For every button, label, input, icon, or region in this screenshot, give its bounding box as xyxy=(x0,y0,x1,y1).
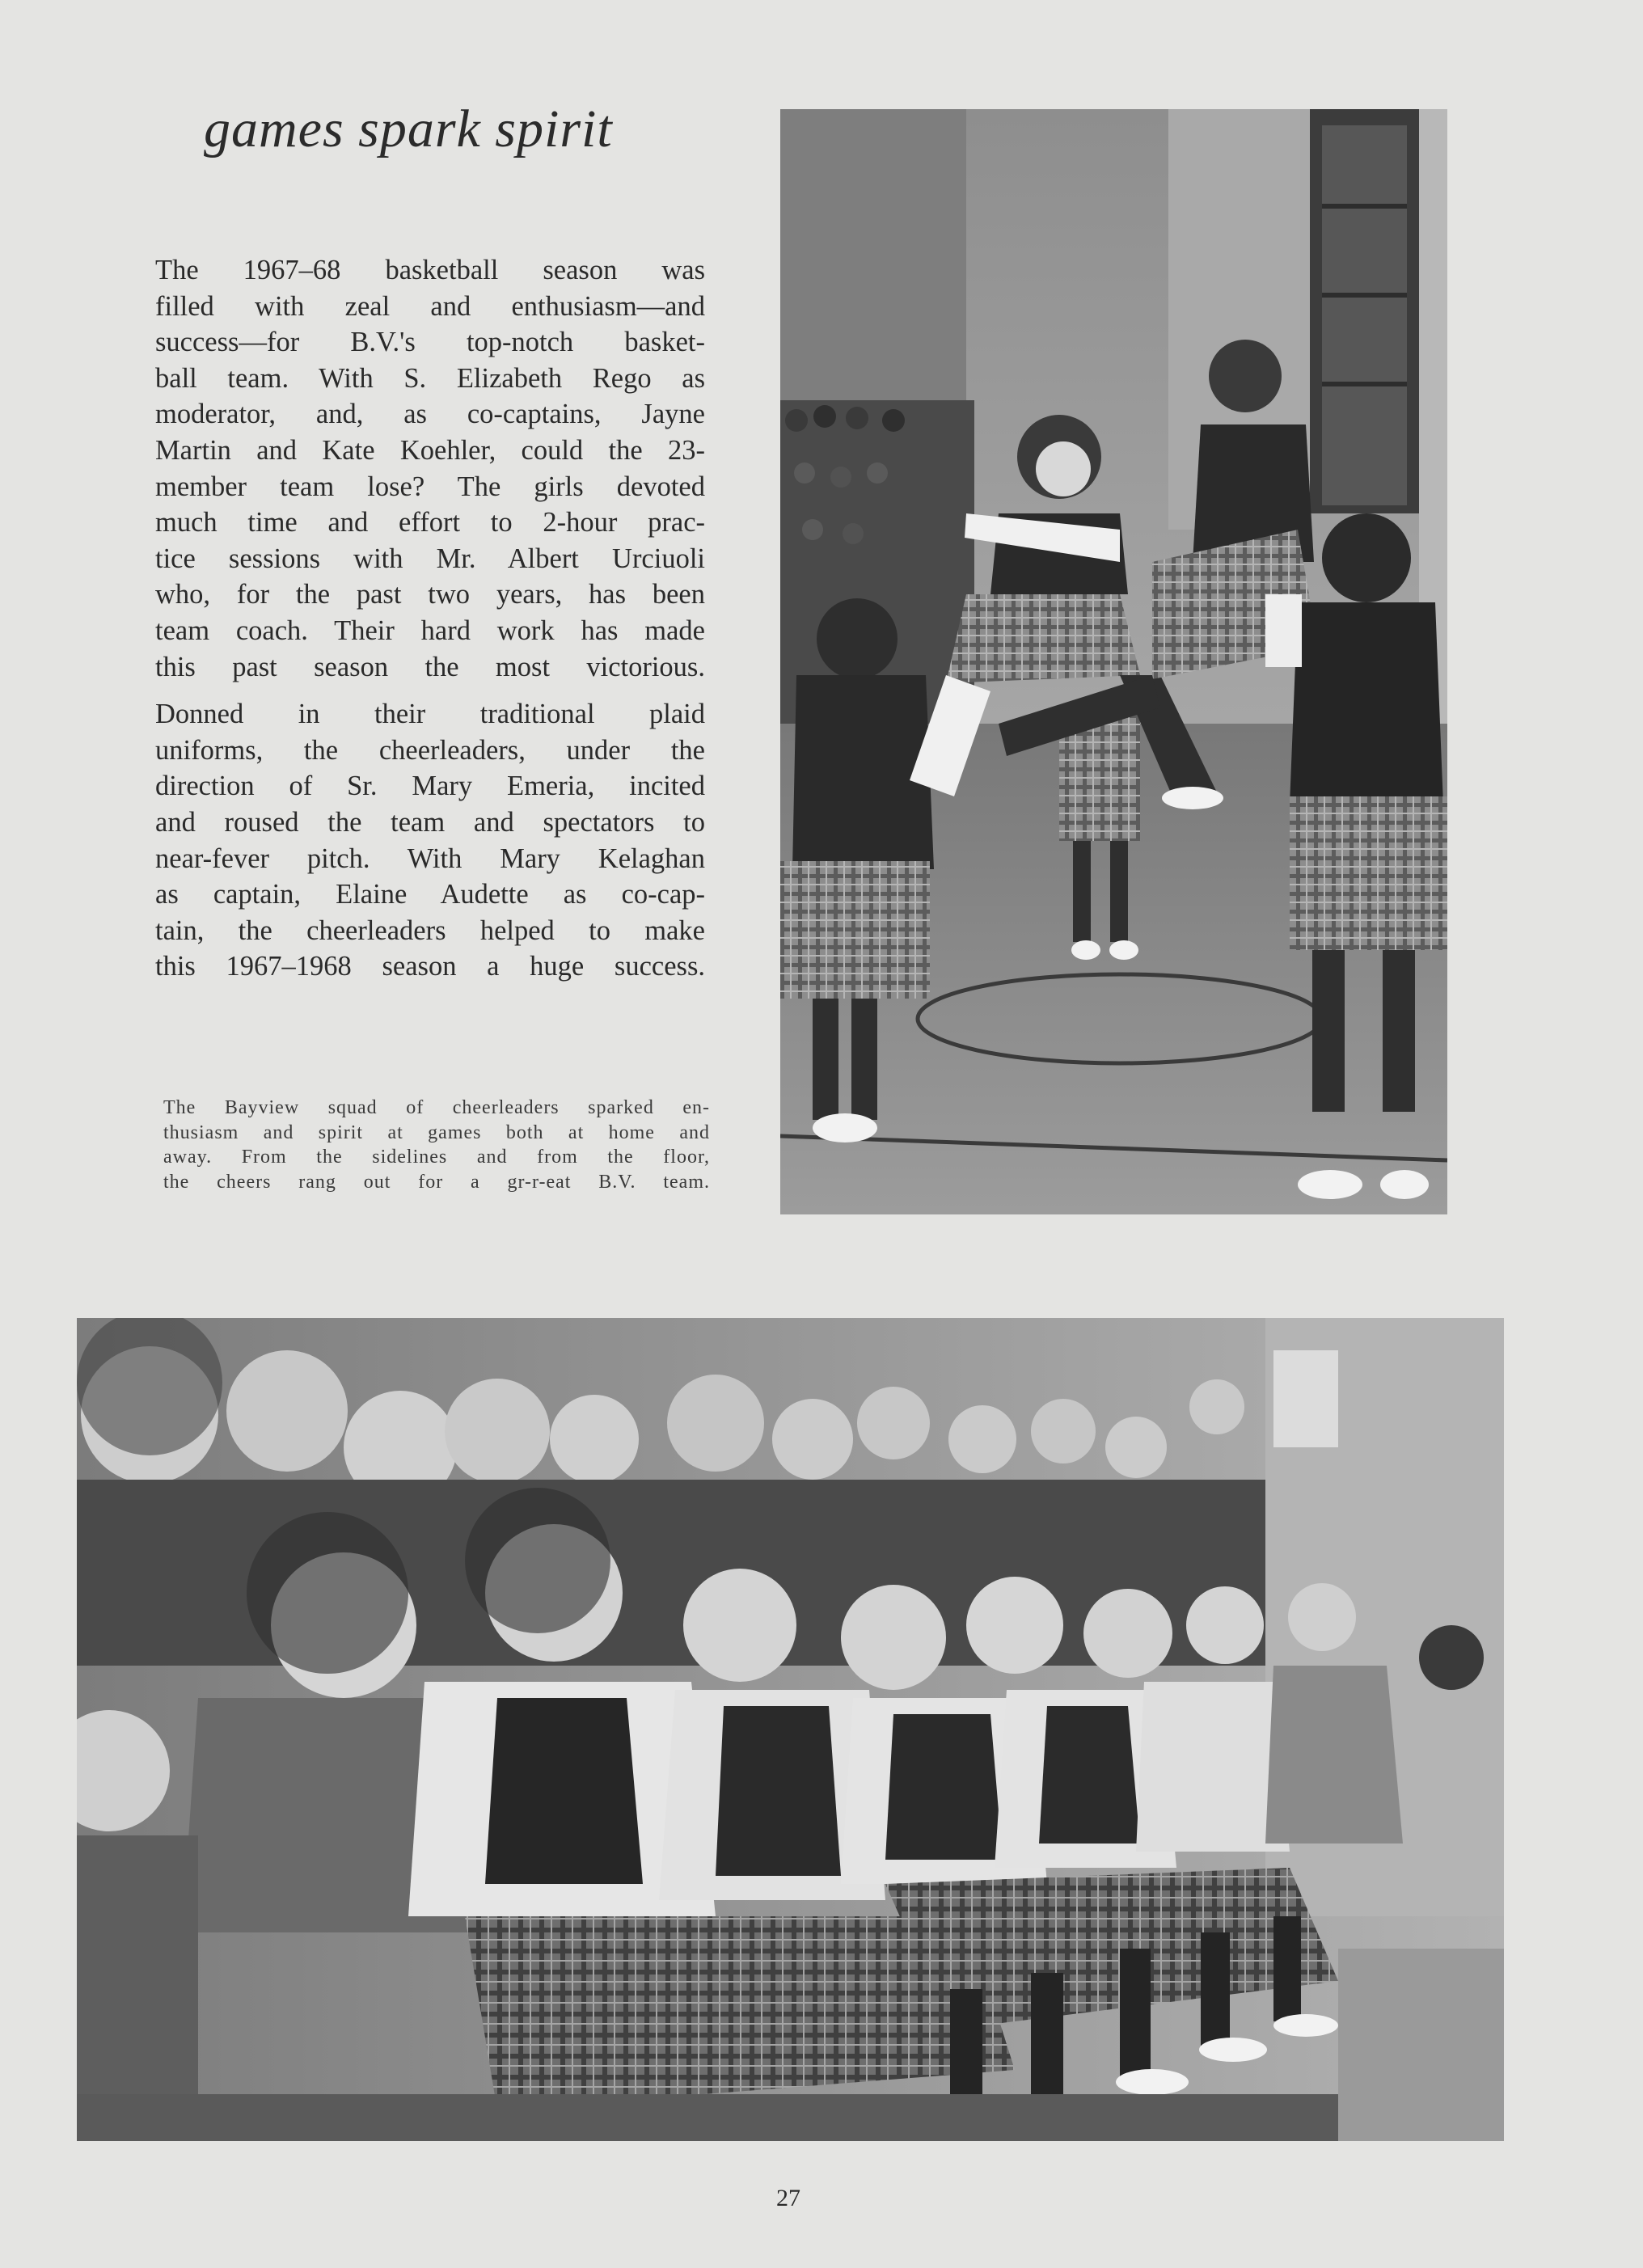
caption-line: The Bayview squad of cheerleaders sparked en- xyxy=(163,1097,710,1118)
text-line: Martin and Kate Koehler, could the 23- xyxy=(155,434,705,466)
spectators-photo xyxy=(77,1318,1504,2141)
article-paragraph-2 xyxy=(155,696,705,985)
text-line: much time and effort to 2-hour prac- xyxy=(155,507,705,538)
text-line: who, for the past two years, has been xyxy=(155,579,705,610)
text-line: The 1967–68 basketball season was xyxy=(155,255,705,285)
page-number: 27 xyxy=(776,2185,800,2211)
text-line: member team lose? The girls devoted xyxy=(155,471,705,502)
text-line: Donned in their traditional plaid xyxy=(155,699,705,730)
article-body xyxy=(155,252,705,985)
spectators-photo-image xyxy=(77,1318,1504,2141)
text-line: tice sessions with Mr. Albert Urciuoli xyxy=(155,543,705,574)
photo-caption xyxy=(163,1096,710,1194)
text-line: team coach. Their hard work has made xyxy=(155,615,705,646)
text-line: success—for B.V.'s top-notch basket- xyxy=(155,327,705,358)
article-paragraph-1 xyxy=(155,252,705,685)
text-line: this past season the most victorious. xyxy=(155,651,705,682)
text-line: filled with zeal and enthusiasm—and xyxy=(155,290,705,322)
text-line: near-fever pitch. With Mary Kelaghan xyxy=(155,843,705,874)
cheerleaders-photo xyxy=(780,109,1447,1214)
text-line: this 1967–1968 season a huge success. xyxy=(155,951,705,982)
page-title: games spark spirit xyxy=(204,99,613,158)
caption-line: away. From the sidelines and from the floor, xyxy=(163,1147,710,1168)
text-line: moderator, and, as co-captains, Jayne xyxy=(155,399,705,430)
text-line: direction of Sr. Mary Emeria, incited xyxy=(155,771,705,802)
text-line: uniforms, the cheerleaders, under the xyxy=(155,734,705,766)
caption-line: the cheers rang out for a gr-r-eat B.V. team. xyxy=(163,1171,710,1193)
text-line: tain, the cheerleaders helped to make xyxy=(155,914,705,946)
text-line: and roused the team and spectators to xyxy=(155,806,705,838)
caption-line: thusiasm and spirit at games both at home and xyxy=(163,1121,710,1143)
text-line: ball team. With S. Elizabeth Rego as xyxy=(155,362,705,394)
text-line: as captain, Elaine Audette as co-cap- xyxy=(155,879,705,910)
cheerleaders-photo-image xyxy=(780,109,1447,1214)
